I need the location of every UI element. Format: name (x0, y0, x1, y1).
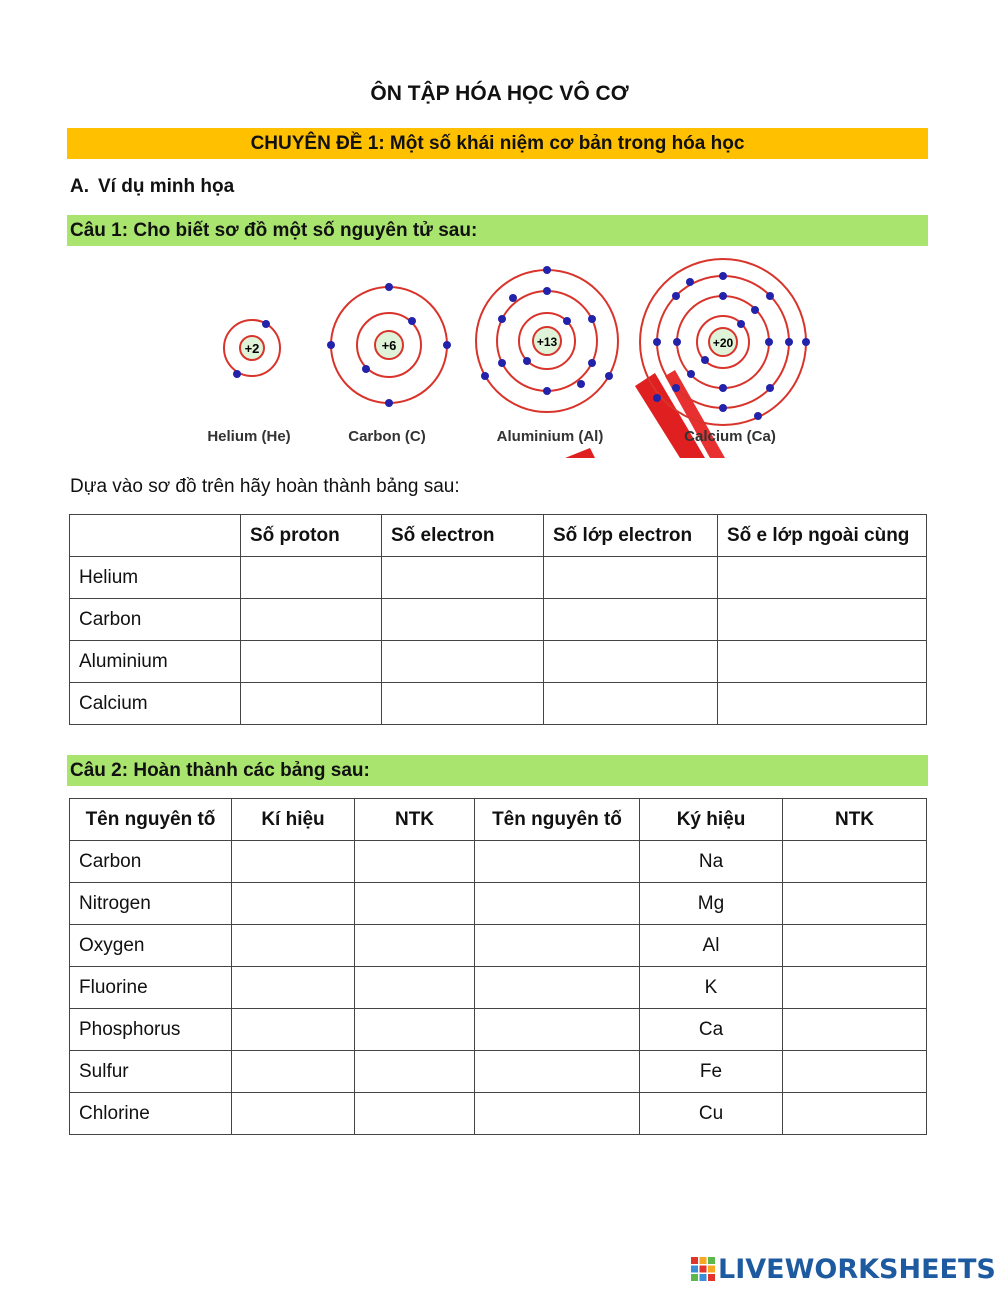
answer-cell[interactable] (241, 641, 382, 683)
helium-label: Helium (He) (207, 428, 291, 445)
answer-cell[interactable] (718, 599, 927, 641)
table-row (70, 1093, 927, 1135)
table-row (70, 557, 927, 599)
question-2-heading: Câu 2: Hoàn thành các bảng sau: (67, 755, 928, 786)
table-row (70, 967, 927, 1009)
answer-cell[interactable] (355, 1051, 475, 1093)
element-symbol: Mg (640, 883, 783, 925)
section-number: A. (70, 176, 89, 197)
answer-cell[interactable] (355, 925, 475, 967)
answer-cell[interactable] (475, 967, 640, 1009)
table-header-row (70, 515, 927, 557)
section-a-heading (70, 176, 234, 198)
header-ky-hieu-2: Ký hiệu (640, 799, 783, 841)
answer-cell[interactable] (475, 1051, 640, 1093)
header-ten-nguyen-to-2: Tên nguyên tố (475, 799, 640, 841)
carbon-atom (327, 283, 451, 445)
liveworksheets-logo-icon (690, 1256, 716, 1282)
topic-band: CHUYÊN ĐỀ 1: Một số khái niệm cơ bản trong hóa học (67, 128, 928, 159)
header-ki-hieu: Kí hiệu (232, 799, 355, 841)
question-1-instruction: Dựa vào sơ đồ trên hãy hoàn thành bảng sau: (70, 476, 460, 497)
answer-cell[interactable] (783, 1093, 927, 1135)
header-ten-nguyen-to: Tên nguyên tố (70, 799, 232, 841)
header-cell-empty (70, 515, 241, 557)
answer-cell[interactable] (355, 883, 475, 925)
answer-cell[interactable] (232, 841, 355, 883)
element-symbol: Ca (640, 1009, 783, 1051)
answer-cell[interactable] (783, 967, 927, 1009)
table-row (70, 1051, 927, 1093)
answer-cell[interactable] (232, 925, 355, 967)
row-label: Calcium (70, 683, 241, 725)
element-symbol: Al (640, 925, 783, 967)
table-row (70, 683, 927, 725)
row-label: Aluminium (70, 641, 241, 683)
answer-cell[interactable] (232, 1093, 355, 1135)
element-name: Sulfur (70, 1051, 232, 1093)
answer-cell[interactable] (241, 683, 382, 725)
calcium-charge: +20 (712, 336, 734, 350)
answer-cell[interactable] (382, 599, 544, 641)
answer-cell[interactable] (475, 883, 640, 925)
element-name: Fluorine (70, 967, 232, 1009)
atom-diagrams (195, 258, 815, 458)
carbon-label: Carbon (C) (348, 428, 426, 445)
answer-cell[interactable] (382, 557, 544, 599)
answer-cell[interactable] (544, 557, 718, 599)
answer-cell[interactable] (475, 1093, 640, 1135)
answer-cell[interactable] (355, 1009, 475, 1051)
table-row (70, 641, 927, 683)
header-ntk: NTK (355, 799, 475, 841)
answer-cell[interactable] (232, 1009, 355, 1051)
liveworksheets-logo-text: LIVEWORKSHEETS (718, 1253, 996, 1285)
answer-cell[interactable] (355, 1093, 475, 1135)
aluminium-label: Aluminium (Al) (496, 428, 604, 445)
carbon-charge: +6 (381, 338, 397, 353)
header-so-lop-electron: Số lớp electron (544, 515, 718, 557)
header-so-electron: Số electron (382, 515, 544, 557)
element-name: Chlorine (70, 1093, 232, 1135)
row-label: Carbon (70, 599, 241, 641)
answer-cell[interactable] (783, 883, 927, 925)
element-symbol: Fe (640, 1051, 783, 1093)
table-row (70, 925, 927, 967)
calcium-label: Calcium (Ca) (684, 428, 776, 445)
table-row (70, 599, 927, 641)
answer-cell[interactable] (382, 641, 544, 683)
header-so-e-lop-ngoai-cung: Số e lớp ngoài cùng (718, 515, 927, 557)
answer-cell[interactable] (783, 841, 927, 883)
question-1-heading: Câu 1: Cho biết sơ đồ một số nguyên tử sau: (67, 215, 928, 246)
element-symbol: K (640, 967, 783, 1009)
header-so-proton: Số proton (241, 515, 382, 557)
row-label: Helium (70, 557, 241, 599)
answer-cell[interactable] (783, 1009, 927, 1051)
answer-cell[interactable] (241, 557, 382, 599)
liveworksheets-logo (690, 1254, 996, 1284)
answer-cell[interactable] (544, 641, 718, 683)
element-name: Oxygen (70, 925, 232, 967)
answer-cell[interactable] (783, 1051, 927, 1093)
aluminium-charge: +13 (536, 335, 558, 349)
table-row (70, 883, 927, 925)
answer-cell[interactable] (232, 967, 355, 1009)
element-symbol: Cu (640, 1093, 783, 1135)
question-2-table (69, 798, 927, 1135)
section-label: Ví dụ minh họa (98, 176, 235, 197)
table-row (70, 1009, 927, 1051)
answer-cell[interactable] (718, 557, 927, 599)
element-name: Nitrogen (70, 883, 232, 925)
element-name: Phosphorus (70, 1009, 232, 1051)
answer-cell[interactable] (475, 841, 640, 883)
header-ntk-2: NTK (783, 799, 927, 841)
answer-cell[interactable] (475, 1009, 640, 1051)
answer-cell[interactable] (544, 683, 718, 725)
page-title: ÔN TẬP HÓA HỌC VÔ CƠ (370, 82, 629, 105)
table-row (70, 841, 927, 883)
answer-cell[interactable] (382, 683, 544, 725)
answer-cell[interactable] (783, 925, 927, 967)
answer-cell[interactable] (475, 925, 640, 967)
answer-cell[interactable] (241, 599, 382, 641)
element-symbol: Na (640, 841, 783, 883)
question-1-table (69, 514, 927, 725)
answer-cell[interactable] (718, 683, 927, 725)
table-header-row (70, 799, 927, 841)
answer-cell[interactable] (355, 841, 475, 883)
answer-cell[interactable] (232, 1051, 355, 1093)
answer-cell[interactable] (718, 641, 927, 683)
helium-charge: +2 (244, 341, 260, 356)
element-name: Carbon (70, 841, 232, 883)
aluminium-atom (476, 266, 618, 445)
helium-atom (207, 320, 290, 445)
answer-cell[interactable] (355, 967, 475, 1009)
answer-cell[interactable] (232, 883, 355, 925)
answer-cell[interactable] (544, 599, 718, 641)
